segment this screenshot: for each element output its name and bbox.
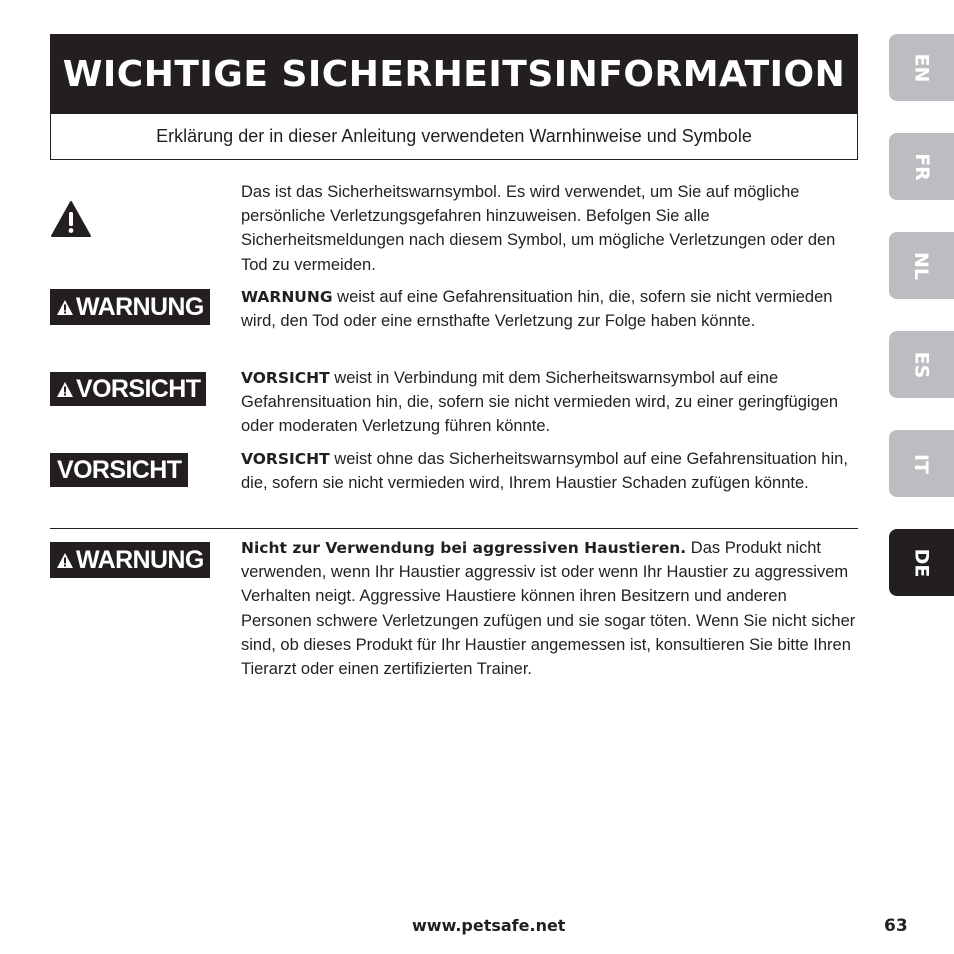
warnung-text [241, 285, 861, 333]
warning-block-text [241, 536, 861, 681]
vorsicht-description: weist ohne das Sicherheitswarnsymbol auf eine Gefahrensituation hin, die, sofern sie nicht vermieden wird, Ihrem Haustier Schaden zufügen könnte. [241, 450, 848, 493]
vorsicht-symbol-description: weist in Verbindung mit dem Sicherheitswarnsymbol auf eine Gefahrensituation hin, die, sofern sie nicht vermieden wird, zu einer geringfügigen oder moderaten Verletzung führen könnte. [241, 369, 839, 436]
footer-url[interactable]: www.petsafe.net [412, 916, 566, 935]
warnung-badge [50, 542, 210, 578]
vorsicht-term: VORSICHT [241, 450, 330, 468]
language-tab-it[interactable]: IT [889, 430, 954, 497]
language-tab-en[interactable]: EN [889, 34, 954, 101]
section-divider [50, 528, 858, 529]
page-subtitle: Erklärung der in dieser Anleitung verwendeten Warnhinweise und Symbole [50, 114, 858, 160]
warnung-description: weist auf eine Gefahrensituation hin, die, sofern sie nicht vermieden wird, den Tod oder eine ernsthafte Verletzung zur Folge haben könnte. [241, 288, 833, 331]
warning-block-heading: Nicht zur Verwendung bei aggressiven Haustieren. [241, 539, 687, 557]
vorsicht-badge [50, 453, 188, 487]
warning-block-badge-label: WARNUNG [76, 545, 204, 574]
vorsicht-symbol-badge-label: VORSICHT [76, 374, 201, 403]
language-tab-nl[interactable]: NL [889, 232, 954, 299]
warning-block-description: Das Produkt nicht verwenden, wenn Ihr Haustier aggressiv ist oder wenn Ihr Haustier zu aggressivem Verhalten neigt. Aggressive Haustiere können ihren Besitzern und anderen Personen schwere Verletzungen zufügen und sie sogar töten. Wenn Sie nicht sicher sind, ob dieses Produkt für Ihr Haustier angemessen ist, konsultieren Sie bitte Ihren Tierarzt oder einen zertifizierten Trainer. [241, 539, 856, 679]
warning-triangle-icon [56, 299, 74, 316]
language-tab-es[interactable]: ES [889, 331, 954, 398]
warning-triangle-icon [50, 200, 92, 243]
vorsicht-symbol-term: VORSICHT [241, 369, 330, 387]
warning-triangle-icon [56, 381, 74, 398]
vorsicht-badge-label: VORSICHT [57, 455, 182, 484]
warnung-badge-label: WARNUNG [76, 292, 204, 321]
page-title: WICHTIGE SICHERHEITSINFORMATION [50, 34, 858, 114]
warnung-term: WARNUNG [241, 288, 333, 306]
warnung-badge [50, 289, 210, 325]
safety-symbol-text: Das ist das Sicherheitswarnsymbol. Es wird verwendet, um Sie auf mögliche persönliche Verletzungsgefahren hinzuweisen. Befolgen Sie alle Sicherheitsmeldungen nach diesem Symbol, um mögliche Verletzungen oder den Tod zu vermeiden. [241, 183, 836, 274]
language-tab-de[interactable]: DE [889, 529, 954, 596]
page-number: 63 [884, 916, 908, 936]
vorsicht-symbol-text [241, 366, 861, 439]
language-tab-fr[interactable]: FR [889, 133, 954, 200]
vorsicht-text [241, 447, 861, 495]
vorsicht-symbol-badge [50, 372, 206, 406]
warning-triangle-icon [56, 552, 74, 569]
